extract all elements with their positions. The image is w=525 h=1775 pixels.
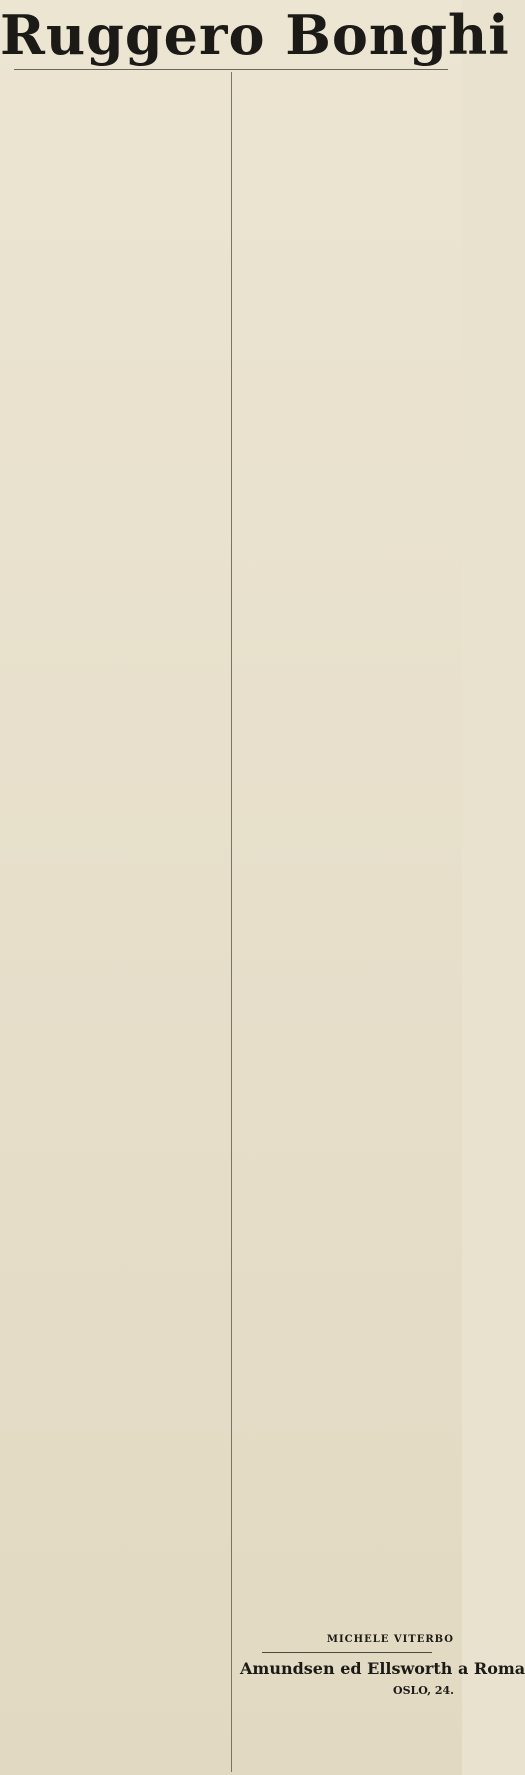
article-headline: Ruggero Bonghi [0,3,510,67]
article-separator [262,1652,432,1653]
dateline: OSLO, 24. [393,1684,454,1697]
headline-rule [14,69,448,70]
second-article-headline: Amundsen ed Ellsworth a Roma [240,1659,525,1678]
left-column [9,74,223,1764]
author-signature: MICHELE VITERBO [326,1634,454,1645]
column-divider [231,72,232,1772]
right-column [240,74,525,1764]
